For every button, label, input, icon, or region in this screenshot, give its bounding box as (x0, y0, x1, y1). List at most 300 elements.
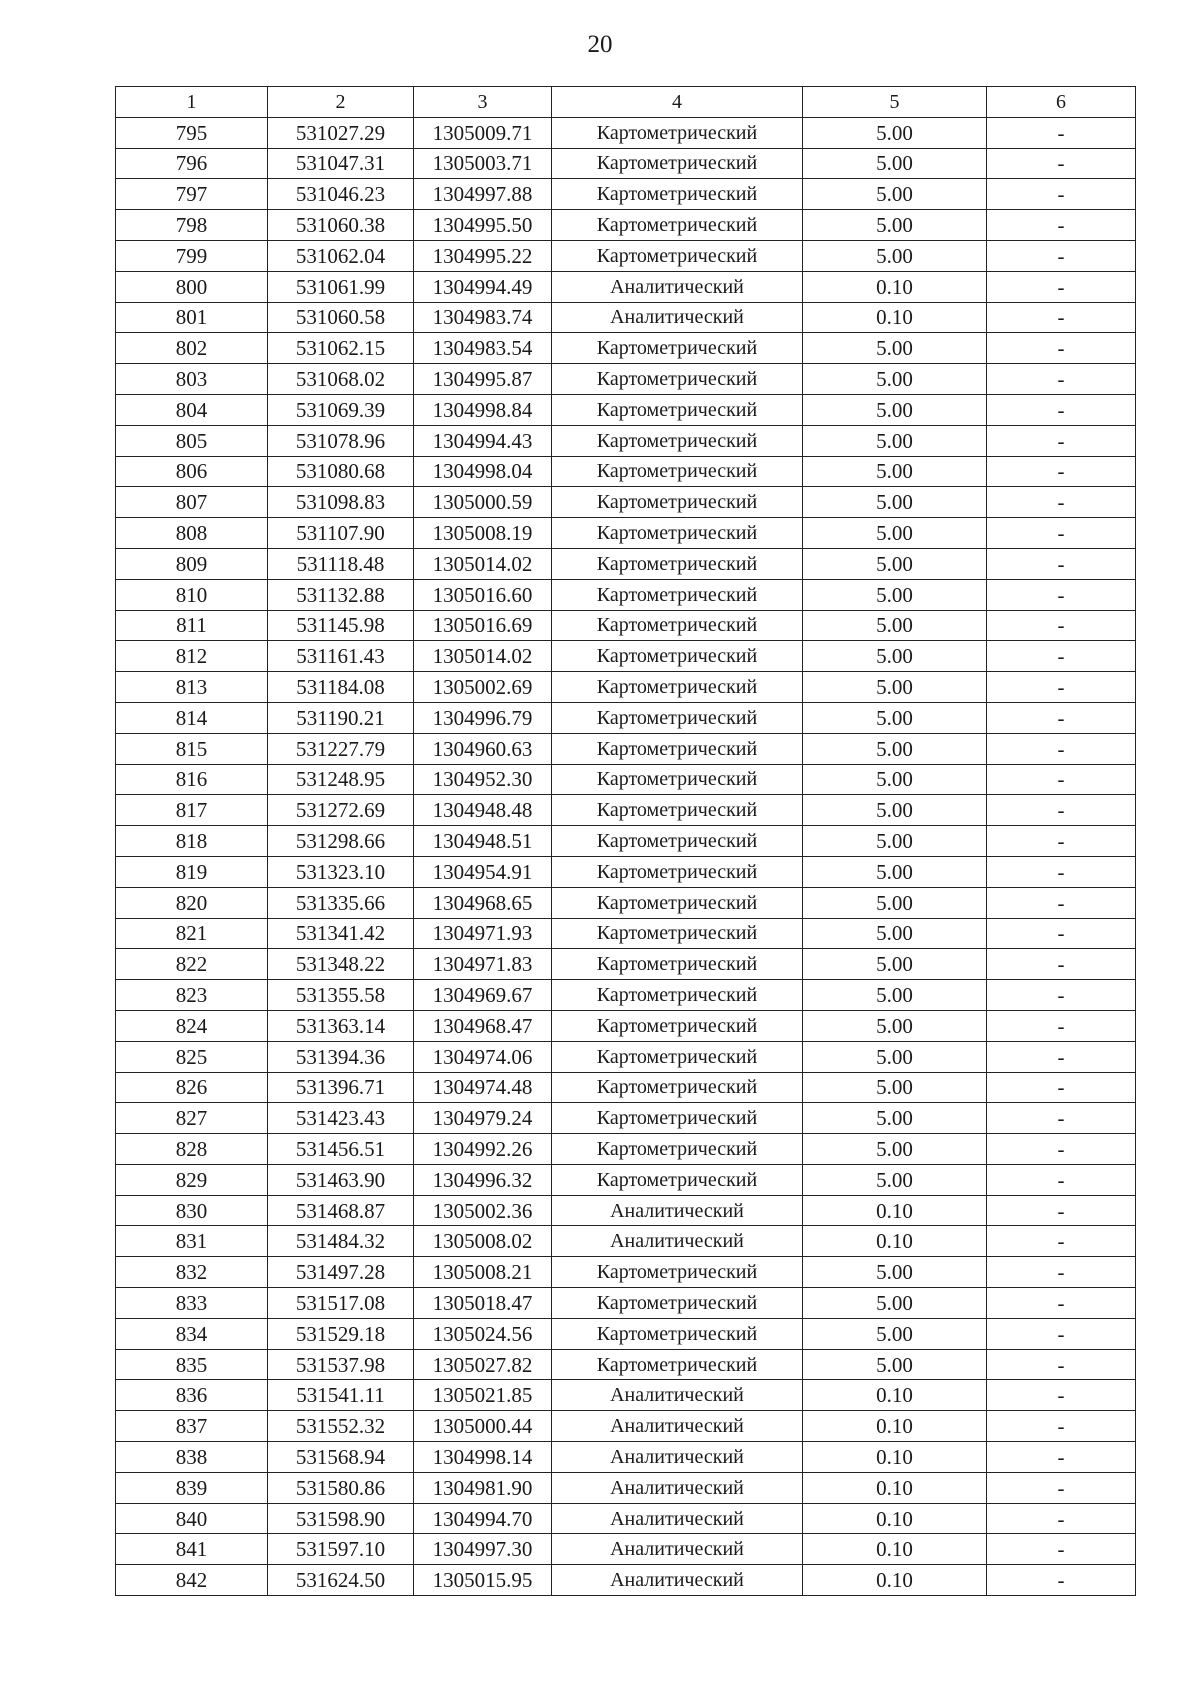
y-coordinate-cell: 1304995.22 (414, 240, 552, 271)
point-number-cell: 841 (116, 1534, 268, 1565)
y-coordinate-cell: 1304960.63 (414, 733, 552, 764)
point-number-cell: 836 (116, 1380, 268, 1411)
point-number-cell: 801 (116, 302, 268, 333)
point-number-cell: 833 (116, 1288, 268, 1319)
table-row (116, 179, 1136, 210)
accuracy-cell: 5.00 (803, 240, 987, 271)
table-row (116, 117, 1136, 148)
x-coordinate-cell: 531132.88 (268, 579, 414, 610)
note-cell: - (987, 302, 1136, 333)
method-cell: Картометрический (552, 733, 803, 764)
point-number-cell: 838 (116, 1442, 268, 1473)
method-cell: Картометрический (552, 364, 803, 395)
method-cell: Картометрический (552, 1103, 803, 1134)
method-cell: Картометрический (552, 117, 803, 148)
point-number-cell: 824 (116, 1010, 268, 1041)
x-coordinate-cell: 531529.18 (268, 1318, 414, 1349)
point-number-cell: 819 (116, 856, 268, 887)
point-number-cell: 840 (116, 1503, 268, 1534)
method-cell: Картометрический (552, 1072, 803, 1103)
point-number-cell: 807 (116, 487, 268, 518)
method-cell: Картометрический (552, 795, 803, 826)
table-row (116, 672, 1136, 703)
method-cell: Картометрический (552, 949, 803, 980)
accuracy-cell: 5.00 (803, 826, 987, 857)
x-coordinate-cell: 531484.32 (268, 1226, 414, 1257)
note-cell: - (987, 1318, 1136, 1349)
table-row (116, 1164, 1136, 1195)
y-coordinate-cell: 1305008.21 (414, 1257, 552, 1288)
table-row (116, 1442, 1136, 1473)
note-cell: - (987, 148, 1136, 179)
note-cell: - (987, 364, 1136, 395)
accuracy-cell: 5.00 (803, 1041, 987, 1072)
note-cell: - (987, 641, 1136, 672)
point-number-cell: 803 (116, 364, 268, 395)
y-coordinate-cell: 1304995.87 (414, 364, 552, 395)
x-coordinate-cell: 531394.36 (268, 1041, 414, 1072)
y-coordinate-cell: 1304983.74 (414, 302, 552, 333)
method-cell: Картометрический (552, 1041, 803, 1072)
note-cell: - (987, 518, 1136, 549)
note-cell: - (987, 1010, 1136, 1041)
column-header-6: 6 (987, 87, 1136, 118)
y-coordinate-cell: 1304997.88 (414, 179, 552, 210)
y-coordinate-cell: 1305016.60 (414, 579, 552, 610)
method-cell: Картометрический (552, 1288, 803, 1319)
note-cell: - (987, 1534, 1136, 1565)
x-coordinate-cell: 531335.66 (268, 887, 414, 918)
method-cell: Картометрический (552, 1164, 803, 1195)
y-coordinate-cell: 1304974.06 (414, 1041, 552, 1072)
x-coordinate-cell: 531098.83 (268, 487, 414, 518)
x-coordinate-cell: 531272.69 (268, 795, 414, 826)
method-cell: Картометрический (552, 826, 803, 857)
x-coordinate-cell: 531047.31 (268, 148, 414, 179)
y-coordinate-cell: 1305014.02 (414, 548, 552, 579)
table-row (116, 1103, 1136, 1134)
point-number-cell: 835 (116, 1349, 268, 1380)
accuracy-cell: 5.00 (803, 795, 987, 826)
table-row (116, 887, 1136, 918)
point-number-cell: 814 (116, 702, 268, 733)
note-cell: - (987, 1411, 1136, 1442)
table-row (116, 1010, 1136, 1041)
x-coordinate-cell: 531118.48 (268, 548, 414, 579)
note-cell: - (987, 548, 1136, 579)
accuracy-cell: 0.10 (803, 1565, 987, 1596)
accuracy-cell: 5.00 (803, 1164, 987, 1195)
accuracy-cell: 5.00 (803, 148, 987, 179)
accuracy-cell: 5.00 (803, 548, 987, 579)
y-coordinate-cell: 1304994.70 (414, 1503, 552, 1534)
note-cell: - (987, 610, 1136, 641)
note-cell: - (987, 1164, 1136, 1195)
y-coordinate-cell: 1304996.79 (414, 702, 552, 733)
y-coordinate-cell: 1305014.02 (414, 641, 552, 672)
accuracy-cell: 0.10 (803, 1503, 987, 1534)
x-coordinate-cell: 531537.98 (268, 1349, 414, 1380)
x-coordinate-cell: 531145.98 (268, 610, 414, 641)
method-cell: Аналитический (552, 1411, 803, 1442)
table-row (116, 333, 1136, 364)
method-cell: Картометрический (552, 980, 803, 1011)
x-coordinate-cell: 531190.21 (268, 702, 414, 733)
y-coordinate-cell: 1305002.36 (414, 1195, 552, 1226)
point-number-cell: 837 (116, 1411, 268, 1442)
note-cell: - (987, 980, 1136, 1011)
accuracy-cell: 5.00 (803, 1288, 987, 1319)
method-cell: Аналитический (552, 302, 803, 333)
y-coordinate-cell: 1304998.14 (414, 1442, 552, 1473)
point-number-cell: 842 (116, 1565, 268, 1596)
note-cell: - (987, 856, 1136, 887)
point-number-cell: 795 (116, 117, 268, 148)
table-row (116, 980, 1136, 1011)
accuracy-cell: 5.00 (803, 1134, 987, 1165)
note-cell: - (987, 579, 1136, 610)
note-cell: - (987, 1503, 1136, 1534)
note-cell: - (987, 1380, 1136, 1411)
x-coordinate-cell: 531062.04 (268, 240, 414, 271)
y-coordinate-cell: 1305015.95 (414, 1565, 552, 1596)
table-row (116, 1472, 1136, 1503)
note-cell: - (987, 1072, 1136, 1103)
accuracy-cell: 5.00 (803, 1103, 987, 1134)
note-cell: - (987, 1472, 1136, 1503)
point-number-cell: 821 (116, 918, 268, 949)
table-row (116, 518, 1136, 549)
method-cell: Картометрический (552, 1318, 803, 1349)
note-cell: - (987, 918, 1136, 949)
y-coordinate-cell: 1304971.93 (414, 918, 552, 949)
point-number-cell: 815 (116, 733, 268, 764)
point-number-cell: 822 (116, 949, 268, 980)
y-coordinate-cell: 1305027.82 (414, 1349, 552, 1380)
x-coordinate-cell: 531396.71 (268, 1072, 414, 1103)
coordinates-table (115, 86, 1136, 1596)
table-row (116, 826, 1136, 857)
y-coordinate-cell: 1304992.26 (414, 1134, 552, 1165)
point-number-cell: 831 (116, 1226, 268, 1257)
accuracy-cell: 5.00 (803, 333, 987, 364)
x-coordinate-cell: 531027.29 (268, 117, 414, 148)
x-coordinate-cell: 531161.43 (268, 641, 414, 672)
point-number-cell: 818 (116, 826, 268, 857)
accuracy-cell: 5.00 (803, 980, 987, 1011)
note-cell: - (987, 795, 1136, 826)
accuracy-cell: 0.10 (803, 1534, 987, 1565)
point-number-cell: 832 (116, 1257, 268, 1288)
accuracy-cell: 5.00 (803, 117, 987, 148)
table-row (116, 148, 1136, 179)
point-number-cell: 825 (116, 1041, 268, 1072)
y-coordinate-cell: 1305009.71 (414, 117, 552, 148)
table-row (116, 548, 1136, 579)
note-cell: - (987, 271, 1136, 302)
point-number-cell: 834 (116, 1318, 268, 1349)
y-coordinate-cell: 1305021.85 (414, 1380, 552, 1411)
method-cell: Картометрический (552, 1010, 803, 1041)
point-number-cell: 799 (116, 240, 268, 271)
y-coordinate-cell: 1304983.54 (414, 333, 552, 364)
point-number-cell: 809 (116, 548, 268, 579)
point-number-cell: 839 (116, 1472, 268, 1503)
y-coordinate-cell: 1304974.48 (414, 1072, 552, 1103)
accuracy-cell: 5.00 (803, 641, 987, 672)
table-row (116, 733, 1136, 764)
accuracy-cell: 5.00 (803, 487, 987, 518)
note-cell: - (987, 672, 1136, 703)
x-coordinate-cell: 531184.08 (268, 672, 414, 703)
page-number: 20 (587, 31, 613, 58)
x-coordinate-cell: 531348.22 (268, 949, 414, 980)
table-row (116, 1503, 1136, 1534)
x-coordinate-cell: 531062.15 (268, 333, 414, 364)
y-coordinate-cell: 1304997.30 (414, 1534, 552, 1565)
y-coordinate-cell: 1304968.47 (414, 1010, 552, 1041)
x-coordinate-cell: 531061.99 (268, 271, 414, 302)
x-coordinate-cell: 531541.11 (268, 1380, 414, 1411)
method-cell: Картометрический (552, 240, 803, 271)
y-coordinate-cell: 1304994.49 (414, 271, 552, 302)
method-cell: Картометрический (552, 425, 803, 456)
method-cell: Аналитический (552, 1534, 803, 1565)
method-cell: Картометрический (552, 548, 803, 579)
accuracy-cell: 5.00 (803, 518, 987, 549)
method-cell: Аналитический (552, 271, 803, 302)
method-cell: Аналитический (552, 1380, 803, 1411)
x-coordinate-cell: 531363.14 (268, 1010, 414, 1041)
table-header (116, 87, 1136, 118)
point-number-cell: 808 (116, 518, 268, 549)
x-coordinate-cell: 531568.94 (268, 1442, 414, 1473)
table-row (116, 1257, 1136, 1288)
table-row (116, 795, 1136, 826)
point-number-cell: 802 (116, 333, 268, 364)
point-number-cell: 823 (116, 980, 268, 1011)
note-cell: - (987, 456, 1136, 487)
point-number-cell: 829 (116, 1164, 268, 1195)
accuracy-cell: 5.00 (803, 179, 987, 210)
note-cell: - (987, 1195, 1136, 1226)
point-number-cell: 812 (116, 641, 268, 672)
table-row (116, 271, 1136, 302)
table-row (116, 610, 1136, 641)
method-cell: Картометрический (552, 702, 803, 733)
table-row (116, 425, 1136, 456)
table-row (116, 1195, 1136, 1226)
table-row (116, 579, 1136, 610)
point-number-cell: 820 (116, 887, 268, 918)
method-cell: Картометрический (552, 487, 803, 518)
table-row (116, 364, 1136, 395)
x-coordinate-cell: 531552.32 (268, 1411, 414, 1442)
accuracy-cell: 5.00 (803, 210, 987, 241)
note-cell: - (987, 117, 1136, 148)
note-cell: - (987, 764, 1136, 795)
note-cell: - (987, 240, 1136, 271)
x-coordinate-cell: 531080.68 (268, 456, 414, 487)
point-number-cell: 827 (116, 1103, 268, 1134)
table-row (116, 1380, 1136, 1411)
y-coordinate-cell: 1305002.69 (414, 672, 552, 703)
y-coordinate-cell: 1304948.51 (414, 826, 552, 857)
y-coordinate-cell: 1304994.43 (414, 425, 552, 456)
method-cell: Картометрический (552, 672, 803, 703)
table-row (116, 1288, 1136, 1319)
method-cell: Картометрический (552, 610, 803, 641)
method-cell: Картометрический (552, 1134, 803, 1165)
x-coordinate-cell: 531060.38 (268, 210, 414, 241)
table-row (116, 1411, 1136, 1442)
point-number-cell: 797 (116, 179, 268, 210)
x-coordinate-cell: 531227.79 (268, 733, 414, 764)
x-coordinate-cell: 531248.95 (268, 764, 414, 795)
x-coordinate-cell: 531468.87 (268, 1195, 414, 1226)
accuracy-cell: 0.10 (803, 1380, 987, 1411)
table-row (116, 1072, 1136, 1103)
y-coordinate-cell: 1304995.50 (414, 210, 552, 241)
x-coordinate-cell: 531323.10 (268, 856, 414, 887)
method-cell: Картометрический (552, 856, 803, 887)
accuracy-cell: 0.10 (803, 1472, 987, 1503)
method-cell: Картометрический (552, 179, 803, 210)
point-number-cell: 798 (116, 210, 268, 241)
point-number-cell: 811 (116, 610, 268, 641)
method-cell: Картометрический (552, 579, 803, 610)
x-coordinate-cell: 531107.90 (268, 518, 414, 549)
note-cell: - (987, 425, 1136, 456)
y-coordinate-cell: 1305024.56 (414, 1318, 552, 1349)
y-coordinate-cell: 1305016.69 (414, 610, 552, 641)
x-coordinate-cell: 531078.96 (268, 425, 414, 456)
note-cell: - (987, 1442, 1136, 1473)
method-cell: Картометрический (552, 333, 803, 364)
x-coordinate-cell: 531598.90 (268, 1503, 414, 1534)
column-header-4: 4 (552, 87, 803, 118)
method-cell: Аналитический (552, 1565, 803, 1596)
note-cell: - (987, 333, 1136, 364)
note-cell: - (987, 1226, 1136, 1257)
header-row (116, 87, 1136, 118)
method-cell: Аналитический (552, 1442, 803, 1473)
accuracy-cell: 0.10 (803, 1442, 987, 1473)
x-coordinate-cell: 531068.02 (268, 364, 414, 395)
accuracy-cell: 5.00 (803, 918, 987, 949)
note-cell: - (987, 826, 1136, 857)
y-coordinate-cell: 1304981.90 (414, 1472, 552, 1503)
accuracy-cell: 5.00 (803, 579, 987, 610)
table-row (116, 210, 1136, 241)
x-coordinate-cell: 531497.28 (268, 1257, 414, 1288)
accuracy-cell: 5.00 (803, 364, 987, 395)
x-coordinate-cell: 531060.58 (268, 302, 414, 333)
accuracy-cell: 5.00 (803, 1257, 987, 1288)
x-coordinate-cell: 531298.66 (268, 826, 414, 857)
y-coordinate-cell: 1304998.84 (414, 394, 552, 425)
accuracy-cell: 5.00 (803, 1318, 987, 1349)
accuracy-cell: 5.00 (803, 702, 987, 733)
note-cell: - (987, 949, 1136, 980)
y-coordinate-cell: 1304948.48 (414, 795, 552, 826)
point-number-cell: 800 (116, 271, 268, 302)
method-cell: Картометрический (552, 918, 803, 949)
column-header-2: 2 (268, 87, 414, 118)
point-number-cell: 810 (116, 579, 268, 610)
note-cell: - (987, 702, 1136, 733)
x-coordinate-cell: 531355.58 (268, 980, 414, 1011)
note-cell: - (987, 1288, 1136, 1319)
note-cell: - (987, 179, 1136, 210)
accuracy-cell: 5.00 (803, 856, 987, 887)
method-cell: Картометрический (552, 518, 803, 549)
table-body (116, 117, 1136, 1595)
table-row (116, 949, 1136, 980)
accuracy-cell: 0.10 (803, 302, 987, 333)
y-coordinate-cell: 1304952.30 (414, 764, 552, 795)
accuracy-cell: 5.00 (803, 1010, 987, 1041)
accuracy-cell: 5.00 (803, 764, 987, 795)
note-cell: - (987, 1257, 1136, 1288)
point-number-cell: 796 (116, 148, 268, 179)
accuracy-cell: 5.00 (803, 394, 987, 425)
table-row (116, 302, 1136, 333)
accuracy-cell: 0.10 (803, 1195, 987, 1226)
method-cell: Аналитический (552, 1472, 803, 1503)
x-coordinate-cell: 531069.39 (268, 394, 414, 425)
method-cell: Аналитический (552, 1226, 803, 1257)
table-row (116, 240, 1136, 271)
table-row (116, 702, 1136, 733)
method-cell: Аналитический (552, 1195, 803, 1226)
method-cell: Картометрический (552, 210, 803, 241)
accuracy-cell: 5.00 (803, 425, 987, 456)
accuracy-cell: 5.00 (803, 949, 987, 980)
method-cell: Картометрический (552, 887, 803, 918)
accuracy-cell: 0.10 (803, 1226, 987, 1257)
x-coordinate-cell: 531046.23 (268, 179, 414, 210)
x-coordinate-cell: 531580.86 (268, 1472, 414, 1503)
method-cell: Картометрический (552, 1349, 803, 1380)
note-cell: - (987, 487, 1136, 518)
y-coordinate-cell: 1304968.65 (414, 887, 552, 918)
method-cell: Аналитический (552, 1503, 803, 1534)
note-cell: - (987, 1041, 1136, 1072)
note-cell: - (987, 1134, 1136, 1165)
method-cell: Картометрический (552, 456, 803, 487)
method-cell: Картометрический (552, 764, 803, 795)
y-coordinate-cell: 1304969.67 (414, 980, 552, 1011)
method-cell: Картометрический (552, 394, 803, 425)
x-coordinate-cell: 531341.42 (268, 918, 414, 949)
table-row (116, 1134, 1136, 1165)
y-coordinate-cell: 1305000.44 (414, 1411, 552, 1442)
y-coordinate-cell: 1305008.02 (414, 1226, 552, 1257)
table-row (116, 1565, 1136, 1596)
accuracy-cell: 5.00 (803, 456, 987, 487)
x-coordinate-cell: 531463.90 (268, 1164, 414, 1195)
x-coordinate-cell: 531456.51 (268, 1134, 414, 1165)
table-row (116, 641, 1136, 672)
y-coordinate-cell: 1304971.83 (414, 949, 552, 980)
accuracy-cell: 5.00 (803, 672, 987, 703)
table-row (116, 1041, 1136, 1072)
note-cell: - (987, 733, 1136, 764)
x-coordinate-cell: 531423.43 (268, 1103, 414, 1134)
column-header-1: 1 (116, 87, 268, 118)
accuracy-cell: 0.10 (803, 271, 987, 302)
